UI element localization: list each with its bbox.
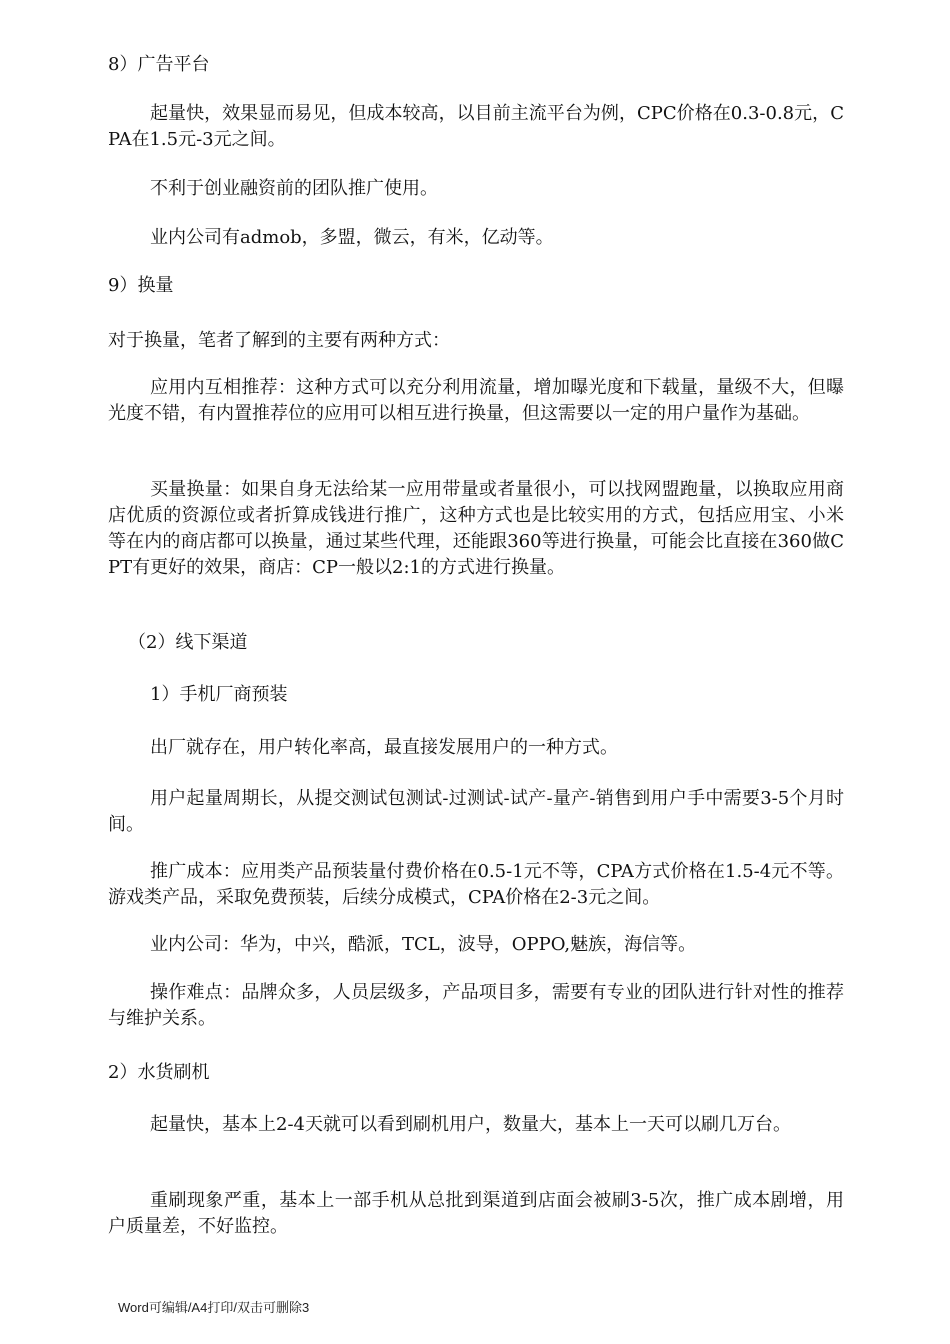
heading-ad-platform: 8）广告平台	[108, 54, 210, 75]
page-footer: Word可编辑/A4打印/双击可删除3	[118, 1300, 310, 1315]
paragraph: 业内公司：华为，中兴，酷派，TCL，波导，OPPO,魅族，海信等。	[150, 934, 697, 955]
paragraph: 起量快，基本上2-4天就可以看到刷机用户，数量大，基本上一天可以刷几万台。	[150, 1114, 791, 1135]
paragraph: 对于换量，笔者了解到的主要有两种方式：	[108, 330, 450, 351]
heading-oem-preinstall: 1）手机厂商预装	[150, 684, 288, 705]
heading-grey-flashing: 2）水货刷机	[108, 1062, 210, 1083]
heading-traffic-exchange: 9）换量	[108, 275, 174, 296]
paragraph: 用户起量周期长，从提交测试包测试-过测试-试产-量产-销售到用户手中需要3-5个月时间。	[108, 788, 844, 835]
paragraph: 应用内互相推荐：这种方式可以充分利用流量，增加曝光度和下载量，量级不大，但曝光度不错，有内置推荐位的应用可以相互进行换量，但这需要以一定的用户量作为基础。	[108, 377, 844, 424]
paragraph: 出厂就存在，用户转化率高，最直接发展用户的一种方式。	[150, 737, 618, 758]
paragraph: 重刷现象严重，基本上一部手机从总批到渠道到店面会被刷3-5次，推广成本剧增，用户质量差，不好监控。	[108, 1190, 844, 1237]
paragraph: 起量快，效果显而易见，但成本较高，以目前主流平台为例，CPC价格在0.3-0.8元，CPA在1.5元-3元之间。	[108, 103, 844, 150]
paragraph: 买量换量：如果自身无法给某一应用带量或者量很小，可以找网盟跑量，以换取应用商店优质的资源位或者折算成钱进行推广，这种方式也是比较实用的方式，包括应用宝、小米等在内的商店都可以换量，通过某些代理，还能跟360等进行换量，可能会比直接在360做CPT有更好的效果，商店：CP一般以2:1的方式进行换量。	[108, 479, 844, 578]
paragraph: 推广成本：应用类产品预装量付费价格在0.5-1元不等，CPA方式价格在1.5-4元不等。游戏类产品，采取免费预装，后续分成模式，CPA价格在2-3元之间。	[108, 861, 844, 908]
paragraph: 不利于创业融资前的团队推广使用。	[150, 178, 438, 199]
paragraph: 业内公司有admob，多盟，微云，有米，亿动等。	[150, 227, 554, 248]
paragraph: 操作难点：品牌众多，人员层级多，产品项目多，需要有专业的团队进行针对性的推荐与维护关系。	[108, 982, 844, 1029]
heading-offline-channels: （2）线下渠道	[128, 632, 248, 653]
